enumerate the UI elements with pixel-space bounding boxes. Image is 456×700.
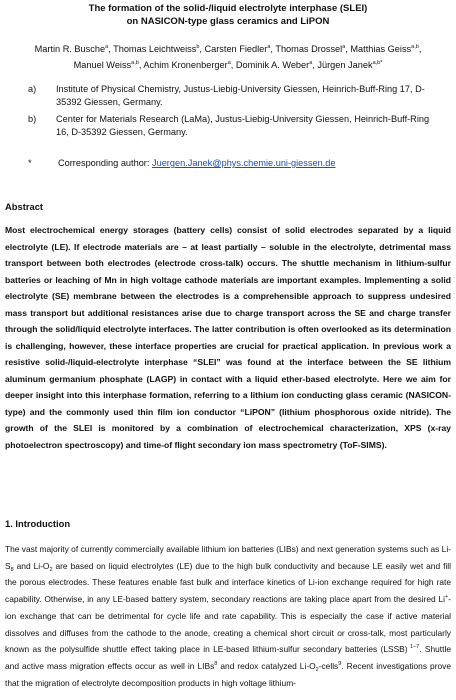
introduction-heading: 1. Introduction [5,518,71,529]
affiliation-list [28,83,438,143]
affiliation-mark: b) [28,114,37,124]
author: Jürgen Janek$^{a,b*}$ [317,60,383,70]
author: Thomas Drossel$^a$, [275,44,351,54]
author: Matthias Geiss$^{a,b}$, [350,44,422,54]
paper-title [20,2,436,28]
author: Achim Kronenberger$^a$, [143,60,236,70]
affiliation-text: Institute of Physical Chemistry, Justus-Liebig-University Giessen, Heinrich-Buff-Ring 17, D-35392 Giessen, Germany. [56,84,425,107]
affiliation-a [28,83,438,109]
corresponding-star: * [28,158,32,168]
abstract-text: Most electrochemical energy storages (battery cells) consist of solid electrodes separated by a liquid electrolyte (LE). If electrode materials are – at least partially – soluble in the electrolyte, detrimental mass transport between both electrodes (electrode cross-talk) occurs. The shuttle mechanism in lithium-sulfur batteries or leaching of Mn in high voltage cathode materials are important examples. Implementing a solid electrolyte (SE) membrane between the electrodes is a comprehensible approach to suppress undesired mass transport but additional resistances arise due to charge transport across the SE and charge transfer through the solid/liquid electrolyte interfaces. The latter contribution is often overlooked as its determination is challenging, however, these interface properties are crucial for practical application. In previous work a resistive solid-/liquid-electrolyte interphase “SLEI” was found at the interface between the SE lithium aluminum germanium phosphate (LAGP) in contact with a liquid ether-based electrolyte. Here we aim for deeper insight into this interphase formation, referring to a lithium ion conducting glass ceramic (NASICON-type) and the commonly used thin film ion conductor “LiPON” (lithium phosphorous oxide nitride). The growth of the SLEI is monitored by a combination of electrochemical characterization, XPS (x-ray photoelectron spectroscopy) and time-of flight secondary ion mass spectrometry (ToF-SIMS). [5,225,451,450]
author: Carsten Fiedler$^a$, [204,44,276,54]
title-line-2: on NASICON-type glass ceramics and LiPON [126,16,330,27]
corresponding-email-link[interactable]: Juergen.Janek@phys.chemie.uni-giessen.de [151,158,336,168]
author: Dominik A. Weber$^a$, [235,60,318,70]
corresponding-label: Corresponding author: [58,158,152,168]
affiliation-text: Center for Materials Research (LaMa), Justus-Liebig-University Giessen, Heinrich-Buff-Ring 16, D-35392 Giessen, Germany. [56,114,430,137]
affiliation-b [28,113,438,139]
author: Martin R. Busche$^a$, [34,44,114,54]
corresponding-author [28,157,335,170]
title-line-1: The formation of the solid-/liquid electrolyte interphase (SLEI) [88,3,368,14]
author: Manuel Weiss$^{a,b}$, [73,60,144,70]
author: Thomas Leichtweiss$^b$, [113,44,205,54]
author-list [22,41,434,73]
affiliation-mark: a) [28,84,37,94]
abstract-heading: Abstract [5,201,44,212]
introduction-paragraph: The vast majority of currently commercially available lithium ion batteries (LIBs) and next generation systems such as $Li-S_8$ and $Li-O_2$ are based on liquid electrolytes (LE) due to the high bulk conductivity and because LE easily wet and fill the porous electrodes. These features enable fast bulk and interface kinetics of Li-ion exchange required for high rate capability. Otherwise, in any LE-based battery system, secondary reactions are taking place apart from the desired Li+-ion exchange that can be detrimental for cycle life and rate capability. This is especially the case if active material dissolves and diffuses from the cathode to the anode, creating a chemical short circuit or cross-talk, most particularly known as the polysulfide shuttle effect taking place in LE-based lithium-sulfur secondary batteries (LSSB) $^{1-7}$. Shuttle and active mass migration effects occur as well in LIBs$^8$ and redox catalyzed $Li-O_2-cells^9$. Recent investigations prove that the migration of electrolyte decomposition products in high voltage lithium- [5,544,452,688]
